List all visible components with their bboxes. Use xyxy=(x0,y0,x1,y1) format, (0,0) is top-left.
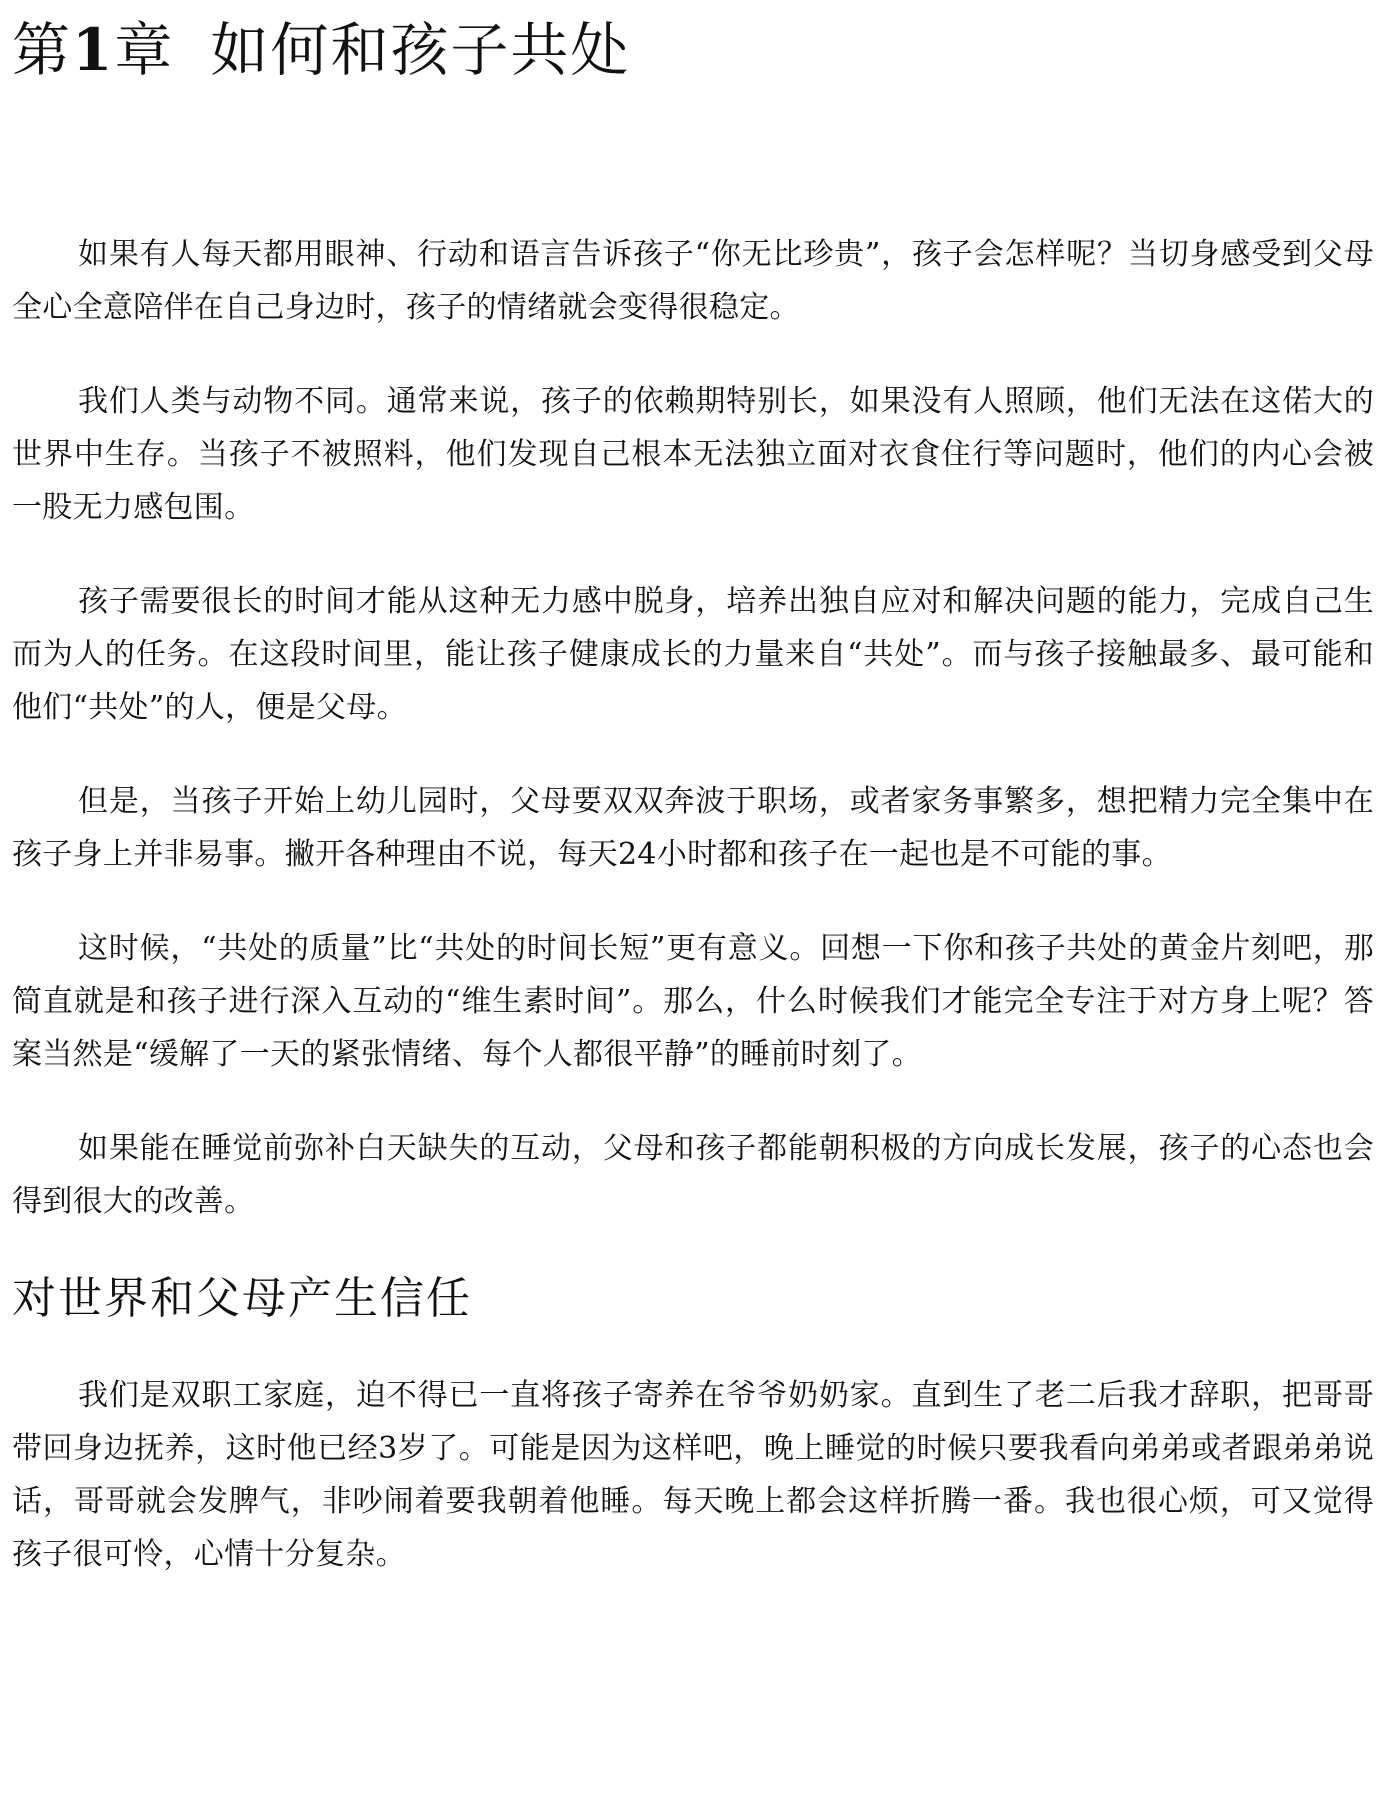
chapter-title xyxy=(12,0,1374,90)
paragraph-4: 但是，当孩子开始上幼儿园时，父母要双双奔波于职场，或者家务事繁多，想把精力完全集中在孩子身上并非易事。撇开各种理由不说，每天24小时都和孩子在一起也是不可能的事。 xyxy=(12,784,1374,872)
paragraph-2: 我们人类与动物不同。通常来说，孩子的依赖期特别长，如果没有人照顾，他们无法在这偌大的世界中生存。当孩子不被照料，他们发现自己根本无法独立面对衣食住行等问题时，他们的内心会被一股无力感包围。 xyxy=(12,384,1374,525)
paragraph-3: 孩子需要很长的时间才能从这种无力感中脱身，培养出独自应对和解决问题的能力，完成自己生而为人的任务。在这段时间里，能让孩子健康成长的力量来自“共处”。而与孩子接触最多、最可能和他们“共处”的人，便是父母。 xyxy=(12,584,1374,725)
paragraph-6: 如果能在睡觉前弥补白天缺失的互动，父母和孩子都能朝积极的方向成长发展，孩子的心态也会得到很大的改善。 xyxy=(12,1131,1374,1219)
chapter-number: 1 xyxy=(72,16,115,84)
chapter-body xyxy=(12,228,1374,1581)
document-page xyxy=(12,0,1374,1622)
paragraph-5: 这时候，“共处的质量”比“共处的时间长短”更有意义。回想一下你和孩子共处的黄金片刻吧，那简直就是和孩子进行深入互动的“维生素时间”。那么，什么时候我们才能完全专注于对方身上呢？答案当然是“缓解了一天的紧张情绪、每个人都很平静”的睡前时刻了。 xyxy=(12,931,1374,1072)
section-title: 对世界和父母产生信任 xyxy=(12,1273,472,1324)
paragraph-1: 如果有人每天都用眼神、行动和语言告诉孩子“你无比珍贵”，孩子会怎样呢？当切身感受到父母全心全意陪伴在自己身边时，孩子的情绪就会变得很稳定。 xyxy=(12,237,1374,325)
section-paragraph-1: 我们是双职工家庭，迫不得已一直将孩子寄养在爷爷奶奶家。直到生了老二后我才辞职，把哥哥带回身边抚养，这时他已经3岁了。可能是因为这样吧，晚上睡觉的时候只要我看向弟弟或者跟弟弟说话，哥哥就会发脾气，非吵闹着要我朝着他睡。每天晚上都会这样折腾一番。我也很心烦，可又觉得孩子很可怜，心情十分复杂。 xyxy=(12,1378,1374,1572)
chapter-label-prefix: 第 xyxy=(12,16,73,84)
chapter-label-suffix: 章 xyxy=(114,16,175,84)
chapter-title-text: 如何和孩子共处 xyxy=(210,16,631,84)
